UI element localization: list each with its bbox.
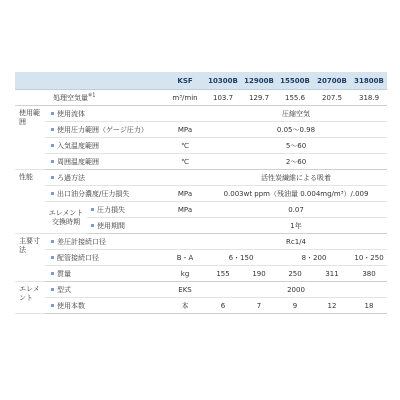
count-unit: 本: [165, 298, 205, 314]
airflow-value: 207.5: [313, 90, 351, 106]
filtration-label: [45, 170, 165, 186]
row-element-loss: [15, 202, 387, 218]
filtration-value: 活性炭繊維による吸着: [205, 170, 387, 186]
pressure-unit: MPa: [165, 122, 205, 138]
mass-label: [45, 266, 165, 282]
header-ksf: KSF: [165, 72, 205, 90]
model-type-label-text: 型式: [57, 285, 71, 294]
header-blank: [15, 72, 165, 90]
gauge-label-text: 差圧計接続口径: [57, 237, 106, 246]
piping-value: 10・250: [351, 250, 387, 266]
pressure-label-text: 使用圧力範囲（ゲージ圧力）: [57, 125, 148, 134]
gauge-value: Rc1/4: [205, 234, 387, 250]
outlet-value: 0.003wt ppm（残油量 0.004mg/m³）/.009: [205, 186, 387, 202]
row-ambient-temp: [15, 154, 387, 170]
row-piping: [15, 250, 387, 266]
count-label: [45, 298, 165, 314]
fluid-unit: [165, 106, 205, 122]
piping-value: 8・200: [277, 250, 351, 266]
row-fluid: [15, 106, 387, 122]
row-outlet: [15, 186, 387, 202]
filtration-unit: [165, 170, 205, 186]
count-label-text: 使用本数: [57, 301, 85, 310]
element-period-unit: [165, 218, 205, 234]
spec-table-container: [15, 72, 387, 314]
category-element: エレメント: [15, 282, 45, 314]
inlet-temp-label: [45, 138, 165, 154]
mass-label-text: 質量: [57, 269, 71, 278]
bullet-icon: [51, 192, 54, 195]
element-period-value: 1年: [205, 218, 387, 234]
bullet-icon: [51, 112, 54, 115]
row-mass: [15, 266, 387, 282]
header-model: 20700B: [313, 72, 351, 90]
outlet-label-text: 出口油分濃度/圧力損失: [57, 189, 130, 198]
airflow-value: 318.9: [351, 90, 387, 106]
mass-value: 380: [351, 266, 387, 282]
element-period-label: [87, 218, 165, 234]
bullet-icon: [51, 176, 54, 179]
pressure-label: [45, 122, 165, 138]
ambient-temp-value: 2～60: [205, 154, 387, 170]
mass-value: 250: [277, 266, 313, 282]
airflow-unit: m³/min: [165, 90, 205, 106]
model-type-value: 2000: [205, 282, 387, 298]
row-airflow: [15, 90, 387, 106]
airflow-value: 155.6: [277, 90, 313, 106]
spec-table: [15, 72, 387, 314]
element-period-label-text: 使用期間: [97, 221, 125, 230]
pressure-value: 0.05～0.98: [205, 122, 387, 138]
bullet-icon: [51, 144, 54, 147]
piping-unit: B・A: [165, 250, 205, 266]
bullet-icon: [91, 224, 94, 227]
bullet-icon: [51, 240, 54, 243]
ambient-temp-label: [45, 154, 165, 170]
header-model: 31800B: [351, 72, 387, 90]
element-exchange-label: エレメント交換時期: [45, 202, 87, 234]
row-filtration: [15, 170, 387, 186]
bullet-icon: [51, 272, 54, 275]
mass-value: 155: [205, 266, 241, 282]
bullet-icon: [51, 128, 54, 131]
header-model: 10300B: [205, 72, 241, 90]
mass-unit: kg: [165, 266, 205, 282]
element-loss-label-text: 圧力損失: [97, 205, 125, 214]
model-type-label: [45, 282, 165, 298]
mass-value: 311: [313, 266, 351, 282]
count-value: 9: [277, 298, 313, 314]
count-value: 6: [205, 298, 241, 314]
row-inlet-temp: [15, 138, 387, 154]
mass-value: 190: [241, 266, 277, 282]
count-value: 12: [313, 298, 351, 314]
fluid-value: 圧縮空気: [205, 106, 387, 122]
header-row: [15, 72, 387, 90]
outlet-unit: MPa: [165, 186, 205, 202]
bullet-icon: [51, 256, 54, 259]
airflow-value: 129.7: [241, 90, 277, 106]
bullet-icon: [51, 160, 54, 163]
bullet-icon: [51, 288, 54, 291]
row-model-type: [15, 282, 387, 298]
gauge-label: [45, 234, 165, 250]
inlet-temp-unit: ℃: [165, 138, 205, 154]
airflow-label: [15, 90, 165, 106]
inlet-temp-label-text: 入気温度範囲: [57, 141, 99, 150]
piping-label: [45, 250, 165, 266]
header-model: 15500B: [277, 72, 313, 90]
piping-value: 6・150: [205, 250, 277, 266]
gauge-unit: [165, 234, 205, 250]
bullet-icon: [51, 304, 54, 307]
row-gauge: [15, 234, 387, 250]
header-model: 12900B: [241, 72, 277, 90]
element-loss-unit: MPa: [165, 202, 205, 218]
filtration-label-text: ろ過方法: [57, 173, 85, 182]
airflow-value: 103.7: [205, 90, 241, 106]
bullet-icon: [91, 208, 94, 211]
fluid-label-text: 使用流体: [57, 109, 85, 118]
piping-label-text: 配管接続口径: [57, 253, 99, 262]
element-loss-value: 0.07: [205, 202, 387, 218]
airflow-note: ※1: [88, 92, 96, 99]
fluid-label: [45, 106, 165, 122]
row-count: [15, 298, 387, 314]
category-dimensions: 主要寸法: [15, 234, 45, 282]
count-value: 18: [351, 298, 387, 314]
category-performance: 性能: [15, 170, 45, 234]
count-value: 7: [241, 298, 277, 314]
category-usage: 使用範囲: [15, 106, 45, 170]
ambient-temp-unit: ℃: [165, 154, 205, 170]
model-type-unit: EKS: [165, 282, 205, 298]
row-pressure: [15, 122, 387, 138]
ambient-temp-label-text: 周囲温度範囲: [57, 157, 99, 166]
airflow-label-text: 処理空気量: [53, 93, 88, 102]
element-loss-label: [87, 202, 165, 218]
inlet-temp-value: 5～60: [205, 138, 387, 154]
outlet-label: [45, 186, 165, 202]
